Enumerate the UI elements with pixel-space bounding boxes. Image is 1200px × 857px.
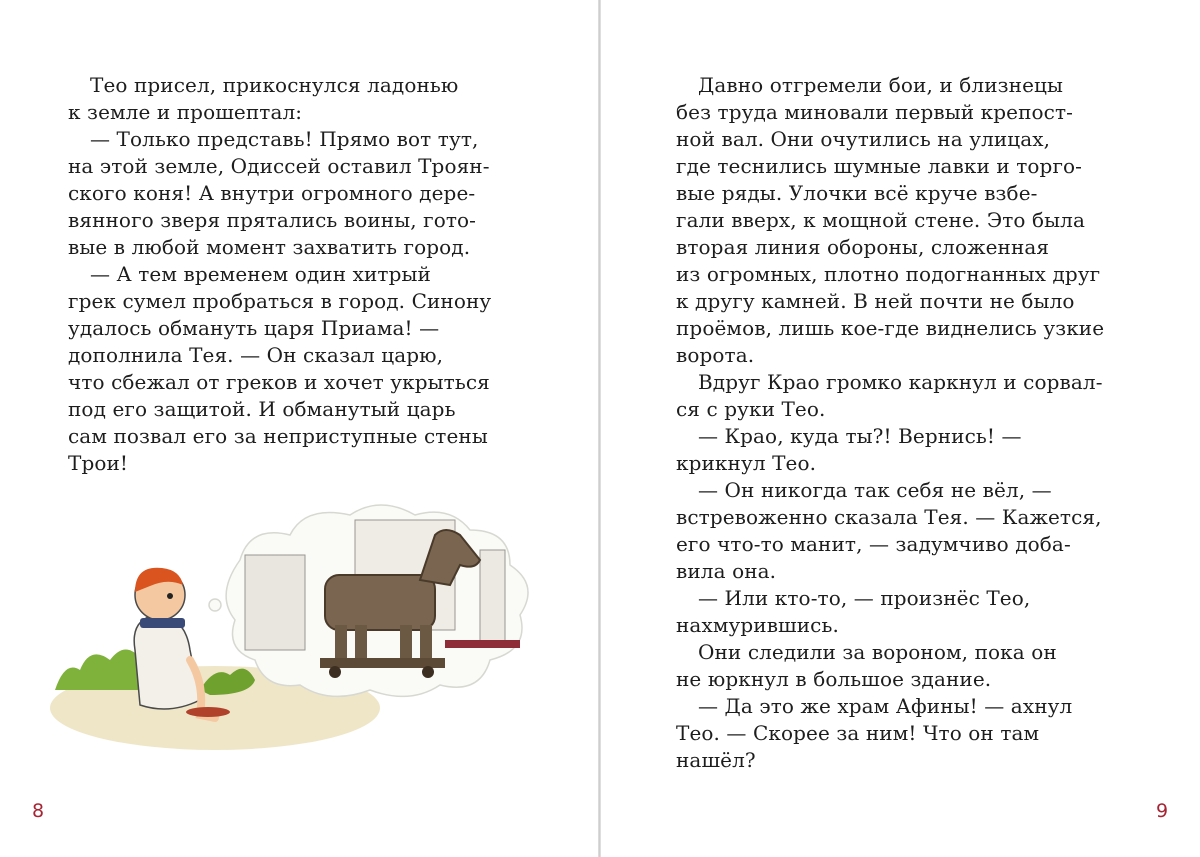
- text-line: — Да это же храм Афины! — ахнул: [698, 694, 1073, 718]
- thought-bubble-dot: [209, 599, 221, 611]
- horse-leg: [420, 625, 432, 660]
- text-line: — Он никогда так себя не вёл, —: [698, 478, 1052, 502]
- text-line: — Только представь! Прямо вот тут,: [90, 127, 479, 151]
- text-line: — Крао, куда ты?! Вернись! —: [698, 424, 1022, 448]
- text-line: Вдруг Крао громко каркнул и сорвал-: [698, 370, 1103, 394]
- left-page-text: [68, 72, 528, 477]
- text-line: вянного зверя прятались воины, гото-: [68, 208, 477, 232]
- text-line: ной вал. Они очутились на улицах,: [676, 127, 1051, 151]
- text-line: Они следили за вороном, пока он: [698, 640, 1057, 664]
- city-wall: [245, 555, 305, 650]
- text-line: ского коня! А внутри огромного дере-: [68, 181, 476, 205]
- horse-leg: [355, 625, 367, 660]
- text-line: где теснились шумные лавки и торго-: [676, 154, 1083, 178]
- boy-sandal: [186, 707, 230, 717]
- city-column: [480, 550, 505, 645]
- text-line: нахмурившись.: [676, 613, 839, 637]
- text-line: к земле и прошептал:: [68, 100, 303, 124]
- horse-body: [325, 575, 435, 630]
- text-line: Трои!: [68, 451, 129, 475]
- text-line: к другу камней. В ней почти не было: [676, 289, 1075, 313]
- text-line: из огромных, плотно подогнанных друг: [676, 262, 1101, 286]
- text-line: вые ряды. Улочки всё круче взбе-: [676, 181, 1038, 205]
- text-line: грек сумел пробраться в город. Синону: [68, 289, 492, 313]
- text-line: — Или кто-то, — произнёс Тео,: [698, 586, 1031, 610]
- text-line: нашёл?: [676, 748, 756, 772]
- right-page: [601, 0, 1200, 857]
- temple-base: [445, 640, 520, 648]
- text-line: вые в любой момент захватить город.: [68, 235, 471, 259]
- text-line: Давно отгремели бои, и близнецы: [698, 73, 1064, 97]
- horse-leg: [335, 625, 347, 660]
- text-line: что сбежал от греков и хочет укрыться: [68, 370, 490, 394]
- boy-collar: [140, 618, 185, 628]
- horse-leg: [400, 625, 412, 660]
- text-line: ворота.: [676, 343, 755, 367]
- text-line: ся с руки Тео.: [676, 397, 826, 421]
- page-number: 8: [32, 800, 45, 822]
- text-line: вторая линия обороны, сложенная: [676, 235, 1050, 259]
- text-line: его что-то манит, — задумчиво доба-: [676, 532, 1071, 556]
- text-line: без труда миновали первый крепост-: [676, 100, 1073, 124]
- text-line: сам позвал его за неприступные стены: [68, 424, 488, 448]
- text-line: под его защитой. И обманутый царь: [68, 397, 456, 421]
- horse-wheel: [329, 666, 341, 678]
- text-line: — А тем временем один хитрый: [90, 262, 431, 286]
- text-line: на этой земле, Одиссей оставил Троян-: [68, 154, 490, 178]
- text-line: Тео. — Скорее за ним! Что он там: [676, 721, 1040, 745]
- boy-eye: [167, 593, 173, 599]
- boy-imagining-trojan-horse-illustration: [50, 500, 560, 760]
- left-page: [0, 0, 598, 857]
- text-line: дополнила Тея. — Он сказал царю,: [68, 343, 444, 367]
- right-page-text: [676, 72, 1136, 774]
- text-line: гали вверх, к мощной стене. Это была: [676, 208, 1085, 232]
- text-line: крикнул Тео.: [676, 451, 817, 475]
- text-line: Тео присел, прикоснулся ладонью: [90, 73, 459, 97]
- text-line: удалось обмануть царя Приама! —: [68, 316, 440, 340]
- text-line: проёмов, лишь кое-где виднелись узкие: [676, 316, 1105, 340]
- text-line: вила она.: [676, 559, 777, 583]
- page-number: 9: [1156, 800, 1169, 822]
- horse-wheel: [422, 666, 434, 678]
- text-line: не юркнул в большое здание.: [676, 667, 992, 691]
- text-line: встревоженно сказала Тея. — Кажется,: [676, 505, 1102, 529]
